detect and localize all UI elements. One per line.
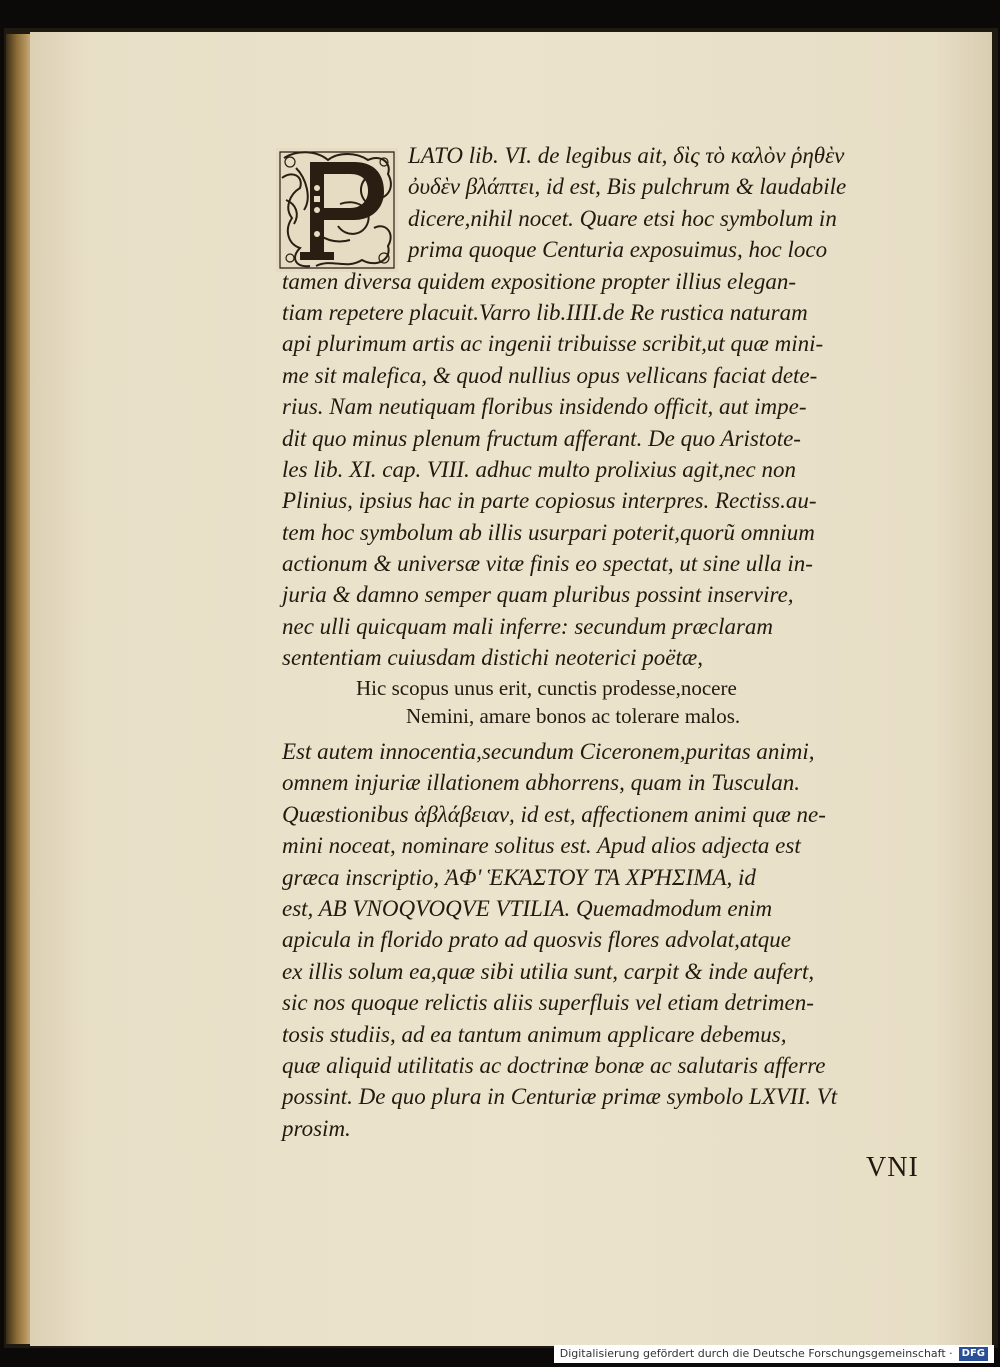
text-line: sic nos quoque relictis aliis superfluis vel etiam detrimen-: [282, 990, 814, 1016]
text-line: ex illis solum ea,quæ sibi utilia sunt, carpit & inde aufert,: [282, 958, 815, 984]
text-line: prosim.: [282, 1115, 351, 1141]
text-line: juria & damno semper quam pluribus possint inservire,: [282, 582, 794, 608]
digitization-footer: [554, 1345, 994, 1363]
text-line: Plinius, ipsius hac in parte copiosus interpres. Rectiss.au-: [282, 488, 817, 514]
text-line: dicere,nihil nocet. Quare etsi hoc symbolum in: [408, 205, 837, 231]
text-line: nec ulli quicquam mali inferre: secundum præclaram: [282, 613, 774, 639]
text-line: ὀυδὲν βλάπτει, id est, Bis pulchrum & laudabile: [408, 174, 847, 200]
text-line: græca inscriptio, ἈΦ' ἙΚΆΣΤΟΥ ΤᾺ ΧΡΉΣΙΜΑ, id: [282, 864, 756, 890]
text-line: tiam repetere placuit.Varro lib.IIII.de Re rustica naturam: [282, 299, 808, 325]
text-line: omnem injuriæ illationem abhorrens, quam in Tusculan.: [282, 770, 800, 796]
text-line: actionum & universæ vitæ finis eo spectat, ut sine ulla in-: [282, 551, 813, 577]
text-line: sententiam cuiusdam distichi neoterici poëtæ,: [282, 645, 703, 671]
dfg-logo: DFG: [959, 1347, 988, 1361]
text-line: rius. Nam neutiquam floribus insidendo officit, aut impe-: [282, 394, 807, 420]
text-line: LATO lib. VI. de legibus ait, δὶς τὸ καλὸν ῥηθὲν: [408, 143, 845, 168]
footer-text: Digitalisierung gefördert durch die Deutsche Forschungsgemeinschaft ·: [559, 1347, 953, 1360]
text-line: possint. De quo plura in Centuriæ primæ symbolo LXVII. Vt: [282, 1084, 838, 1110]
verse-line: Hic scopus unus erit, cunctis prodesse,nocere: [356, 676, 737, 700]
text-line: Quæstionibus ἀβλάβειαν, id est, affectionem animi quæ ne-: [282, 801, 826, 827]
text-line: dit quo minus plenum fructum afferant. De quo Aristote-: [282, 425, 801, 451]
text-line: tosis studiis, ad ea tantum animum applicare debemus,: [282, 1021, 787, 1047]
text-line: les lib. XI. cap. VIII. adhuc multo prolixius agit,nec non: [282, 456, 796, 482]
text-line: mini noceat, nominare solitus est. Apud alios adjecta est: [282, 833, 801, 859]
main-paragraph: [282, 140, 932, 674]
second-paragraph: [282, 736, 942, 1144]
text-line: quæ aliquid utilitatis ac doctrinæ bonæ ac salutaris afferre: [282, 1052, 826, 1078]
text-line: me sit malefica, & quod nullius opus vellicans faciat dete-: [282, 362, 818, 388]
text-line: Est autem innocentia,secundum Ciceronem,puritas animi,: [282, 739, 815, 764]
verse-line: Nemini, amare bonos ac tolerare malos.: [406, 704, 741, 728]
text-line: apicula in florido prato ad quosvis flores advolat,atque: [282, 927, 791, 953]
text-line: tamen diversa quidem expositione propter illius elegan-: [282, 268, 796, 294]
text-line: prima quoque Centuria exposuimus, hoc loco: [408, 237, 828, 263]
text-line: api plurimum artis ac ingenii tribuisse scribit,ut quæ mini-: [282, 331, 824, 357]
text-line: est, AB VNOQVOQVE VTILIA. Quemadmodum enim: [282, 895, 773, 921]
text-line: tem hoc symbolum ab illis usurpari poterit,quorũ omnium: [282, 519, 815, 545]
catchword: VNI: [866, 1152, 919, 1183]
